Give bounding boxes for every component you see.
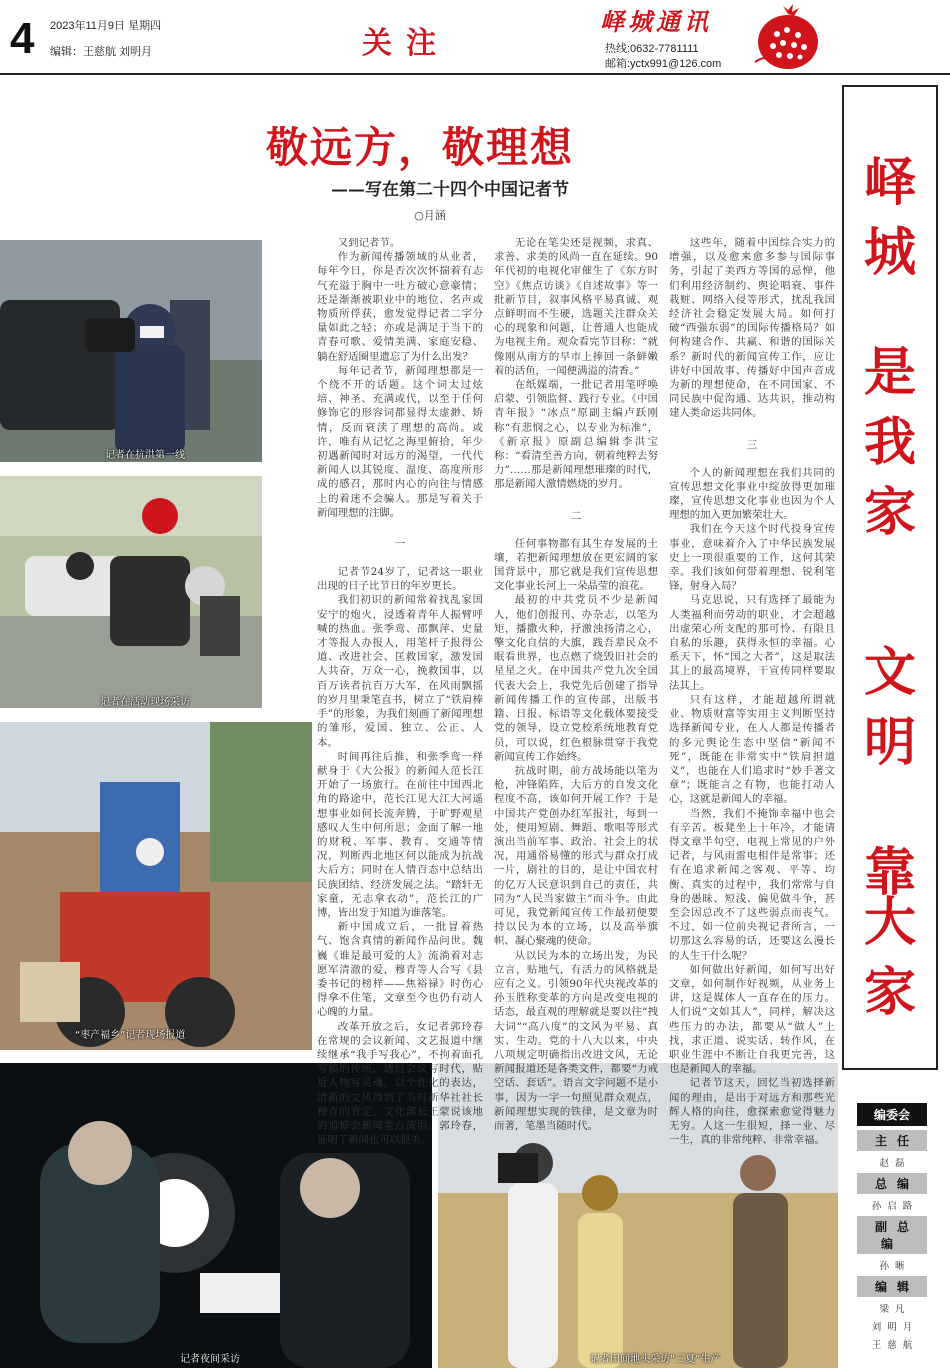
paragraph: 马克思说，只有选择了最能为人类福利而劳动的职业，才会超越出虚荣心所支配的那可怜、有限且自私的乐趣，获得永恒的幸福。心系天下，怀“国之大者”，这是取法其上的最高境界，干宣传同样要取法其上。 bbox=[669, 594, 835, 692]
article-subtitle: ——写在第二十四个中国记者节 bbox=[331, 180, 569, 200]
article-column-1 bbox=[317, 236, 483, 1147]
paragraph: 时间再往后推，和张季鸾一样献身于《大公报》的新闻人范长江开始了一场旅行。在前往中国西北角的路途中，范长江见大江大河遥想事业如何长流奔腾，于旷野观星感叹人生中何所思；金面了解一地的财税、军事、教育、交通等情况，判断西北地区何以能成为抗战大后方；同时在人情百态中总结出民族团结、经济发展之法。“踏轩无家童，无志拿衣动”，范长江的广博，皆出发于知道为谁落笔。 bbox=[317, 750, 483, 919]
article-column-3 bbox=[669, 236, 835, 1147]
photo-caption-field: “枣产福乡”记者现场报道 bbox=[75, 1030, 186, 1041]
paragraph: 记者节24岁了，记者这一职业出现的日子比节日的年岁更长。 bbox=[317, 566, 483, 593]
header-divider bbox=[0, 73, 950, 75]
paragraph: 从以民为本的立场出发，为民立言，贴地气，有活力的风格就是应有之义。引领90年代央视改革的孙玉胜称变革的方向是改变电视的话态，最直观的理解就是要以往“拽大词”“高八度”的文风为平易、真实、生动。党的十八大以来，中央八项规定明确指出改进文风，无论新闻报道还是各类文件，都要“力戒空话、套话”。语言文字问题不是小事，因为一字一句照见群众观点，新闻理想实现的铁律，是文章为时而著，笔墨当随时代。 bbox=[494, 949, 658, 1132]
paragraph: 个人的新闻理想在我们共同的宣传思想文化事业中绽放得更加璀璨，宣传思想文化事业也因为个人理想的加入更加繁荣壮大。 bbox=[669, 466, 835, 522]
board-member: 孙启路 bbox=[871, 1201, 919, 1212]
photo-caption-event: 记者在活动现场采访 bbox=[100, 697, 190, 708]
paragraph: 抗战时期，前方战场能以笔为枪，冲锋陷阵，大后方的自发文化程度不高，该如何开展工作？于是中国共产党创办红军报社，每到一处，便用短剧、舞蹈、歌唱等形式演出当前军事、政治、社会上的状况，用通俗易懂的形式与群众打成一片，剧社的目的，是让中国农村的亿万人民意识到自己的责任，共同为“人民当家做主”而斗争。由此可见，我党新闻宣传工作最初便要持以民为本的立场，以及高举旗帜、凝心聚魂的使命。 bbox=[494, 764, 658, 948]
photo-caption-night: 记者夜间采访 bbox=[180, 1354, 240, 1365]
paragraph: 新中国成立后，一批冒着热气、饱含真情的新闻作品问世。魏巍《谁是最可爱的人》流淌着对志愿军清澈的爱，穆青等人合写《县委书记的榜样——焦裕禄》时伤心得拿不住笔，文章至今也仍有动人心魄的力量。 bbox=[317, 921, 483, 1019]
paragraph: 我们初识的新闻常着找乱家国安宁的炮火，浸透着青年人振臂呼喊的热血。张季鸾、邵飘萍、史量才等报人办报人，用笔杆子报得公道、改进社会、匡救国家，激发国人共奋，万众一心，挽救国事，以百万读者抗百万大军，在风雨飘摇的岁月里秉笔直书，树立了“铁肩棒手”的形象，为我们刻画了新闻理想的雏形，爱国、独立、公正、人本。 bbox=[317, 594, 483, 749]
photo-field-report bbox=[0, 722, 312, 1050]
board-title: 编委会 bbox=[857, 1103, 927, 1126]
board-role: 编辑 bbox=[857, 1276, 927, 1297]
page-editors: 编辑：王慈航 刘明月 bbox=[50, 46, 153, 58]
paragraph: 我们在今天这个时代投身宣传事业，意味着介入了中华民族发展史上一项很重要的工作，这何其荣幸。我们该如何带着理想、锐利笔锋，射身入局？ bbox=[669, 523, 835, 593]
board-role: 总编 bbox=[857, 1173, 927, 1194]
slogan-char: 我 bbox=[863, 413, 916, 473]
paragraph: 这些年，随着中国综合实力的增强，以及愈来愈多参与国际事务，引起了美西方等国的忌惮，他们利用经济制约、舆论唱衰、事件栽赃、网络入侵等形式，扰乱我国经济社会稳定发展大局。如何打破“西强东弱”的国际传播格局？如何构建合作、共赢、和谐的国际关系？新时代的新闻宣传工作，应让讲好中国故事、传播好中国声音成为新的理想使命，在不同国家、不同民族中促沟通、达共识，推动构建人类命运共同体。 bbox=[669, 237, 835, 420]
article-byline: ○月涵 bbox=[414, 209, 446, 222]
editorial-board bbox=[857, 1103, 927, 1355]
paragraph: 任何事物都有其生存发展的土壤，若把新闻理想放在更宏阔的家国背景中，那它就是我们宣传思想文化事业长河上一朵晶莹的浪花。 bbox=[494, 537, 658, 593]
paragraph: 最初的中共党员不少是新闻人，他们创报刊、办杂志，以笔为矩，播撒火种，抒激浊扬清之心，擎文化自信的大旗，践吾辈民众不眠看世界，也点燃了烧毁旧社会的星星之火。在中国共产党九次全国代表大会上，我党先后创建了指导新闻传播工作的宣传部，出版书籍、日报、标语等文化载体要接受党的领导，设立党校系统地教育党员，可以说，红色根脉贯穿于我党新闻宣传工作始终。 bbox=[494, 594, 658, 763]
board-role: 副总编 bbox=[857, 1216, 927, 1254]
photo-flood-reporter bbox=[0, 240, 262, 462]
slogan-char: 靠 bbox=[863, 843, 916, 903]
slogan-char: 是 bbox=[863, 343, 916, 403]
masthead-title: 峄城通讯 bbox=[600, 7, 712, 36]
board-member: 梁凡 bbox=[879, 1304, 911, 1315]
paragraph: 只有这样，才能超越所谓就业、物质财富等实用主义判断坚持选择新闻专业，在人人都是传播者的多元舆论生态中坚信“新闻不死”，既能在非常实中“铁肩担道义”，也能在人们追求时“妙手著文章”；既能言之有物，也能打动人心，这就是新闻人的幸福。 bbox=[669, 693, 835, 806]
slogan-char: 峄 bbox=[863, 153, 916, 213]
paragraph: 每年记者节，新闻理想都是一个绕不开的话题。这个词太过炫培、神圣、充满或代，以至于任何修饰它的形容词都显得太虚渺、矫情，反而衰渎了理想的高尚。或许，唯有从记忆之海里俯拾，年少初遇新闻时对远方的渴望，一代代新闻人以其锐度、温度、高度所形成的感召，那时内心的向往与情感上的着迷不会骗人。那是写着关于新闻理想的注脚。 bbox=[317, 364, 483, 519]
slogan-char: 文 bbox=[863, 643, 916, 703]
board-member: 王慈航 bbox=[871, 1340, 919, 1351]
board-role: 主任 bbox=[857, 1130, 927, 1151]
section-number-2: 二 bbox=[570, 509, 582, 522]
board-member: 刘明月 bbox=[871, 1322, 919, 1333]
slogan-char: 大 bbox=[863, 893, 916, 953]
board-member: 赵磊 bbox=[879, 1158, 911, 1169]
paragraph: 又到记者节。 bbox=[337, 237, 401, 249]
pomegranate-logo bbox=[745, 2, 831, 72]
photo-caption-flood: 记者在抗洪第一线 bbox=[105, 450, 185, 461]
paragraph: 无论在笔尖还是视频，求真、求善、求美的风尚一直在延续。90年代初的电视化审催生了《东方时空》《焦点访谈》《自述故事》等一批新节目，叙事风格平易真诚、观点鲜明而不生硬，选题关注群众关心的现象和问题，让普通人也能成为电视主角。观众看完节目称：“就像刚从南方的早市上捧回一条鲜嫩着的活鱼，一闻便满溢的清香。” bbox=[494, 237, 658, 377]
contact-email: 邮箱:yctx991@126.com bbox=[605, 58, 722, 70]
slogan-char: 明 bbox=[863, 713, 916, 773]
paragraph: 在纸媒端，一批记者用笔呼唤启蒙、引领监督、践行专业。《中国青年报》“冰点”原副主编卢跃刚称“有悲悯之心，以专业为标准”，《新京报》原副总编辑李洪宝称：“看清至善方向，朝着纯粹去努力”……那是新闻理想璀璨的时代，那是新闻人激情燃烧的岁月。 bbox=[494, 379, 658, 491]
slogan-char: 城 bbox=[863, 223, 916, 283]
article-headline: 敬远方，敬理想 bbox=[265, 123, 574, 172]
issue-date: 2023年11月9日 星期四 bbox=[50, 20, 162, 32]
paragraph: 如何做出好新闻，如何写出好文章，如何制作好视频，从业务上讲，这是媒体人一直存在的压力。人们说“文如其人”，同样，解决这些压力的办法，都要从“做人”上找，求正道、说实话、转作风，在职业生涯中不断让自我更完善，这也是新闻人的幸福。 bbox=[669, 963, 835, 1076]
photo-caption-harvest: 记者田间地头采访“三夏”生产 bbox=[590, 1354, 721, 1365]
section-number-1: 一 bbox=[394, 538, 406, 551]
paragraph: 当然，我们不掩饰幸福中也会有辛苦。板凳坐上十年冷，才能请得文章半句空，电视上常见的户外记者，与风雨雷电相伴是常事；还有在追求新闻之客观、平等、均衡、真实的过程中，我们常常与自身的愚昧、短浅、偏见做斗争，甚至会因总改不了这些弱点而丧气。不过，如一位前央视记者所言，一切那这么容易的话，还要这么漫长的人生干什么呢？ bbox=[669, 807, 835, 962]
paragraph: 作为新闻传播领域的从业者，每年今日，你是否次次怀揣着有志气充溢于胸中一吐方破心意豪情；还是渐渐被职业中的地位、名声或物质所俘获，愈发觉得记者二字分量如此之轻；亦或是满足于当下的青春可歌、爱情美满、家庭安稳、躺在舒适圈里遗忘了为什么出发？ bbox=[317, 251, 483, 363]
slogan-char: 家 bbox=[863, 963, 916, 1023]
page-number: 4 bbox=[10, 14, 35, 63]
section-number-3: 三 bbox=[746, 438, 758, 451]
paragraph: 记者节这天，回忆当初选择新闻的理由，是出于对远方和那些光辉人格的向往，愈探索愈觉得魅力无穷。人这一生很短，择一业、尽一生，真的非常纯粹、非常幸福。 bbox=[669, 1077, 835, 1147]
slogan-char: 家 bbox=[863, 483, 916, 543]
photo-event-reporters bbox=[0, 476, 262, 708]
article-column-2 bbox=[494, 236, 658, 1132]
board-member: 孙晰 bbox=[879, 1261, 911, 1272]
hotline-number: 热线:0632-7781111 bbox=[605, 43, 699, 55]
paragraph: 改革开放之后，女记者郭玲春在常规的会议新闻、文艺报道中继续继承“我手写我心”，不拘着面孔写稿的传统，透过会议写时代，贴近人物写灵魂，以个性化的表达，清新的文风得到了当时新华社社长穆青的肯定，文化部长王蒙说该地的追悼会新闻差点流泪。郭玲春，证明了新闻也可以很美。 bbox=[317, 1020, 483, 1147]
section-title: 关注 bbox=[362, 26, 450, 61]
